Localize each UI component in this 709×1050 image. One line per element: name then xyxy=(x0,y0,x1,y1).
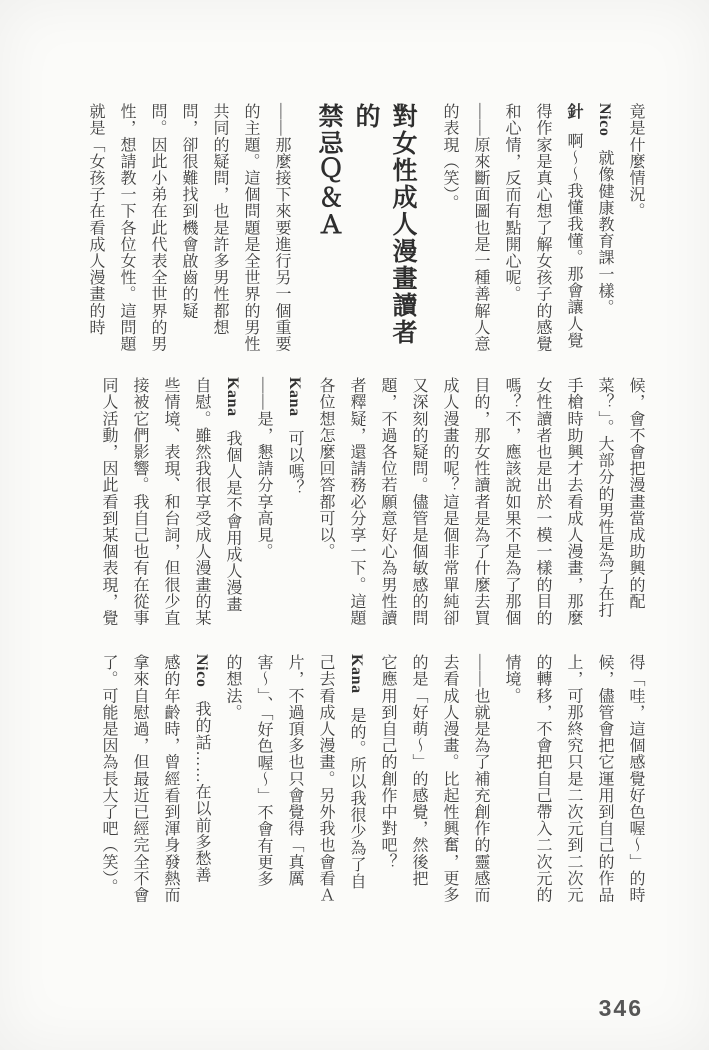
text-column: Kana我個人是不會用成人漫畫 xyxy=(224,377,241,613)
band-mid xyxy=(93,377,651,629)
text-column: 它應用到自己的創作中對吧？ xyxy=(379,654,396,870)
text-column: 女性讀者也是出於一模一樣的目的 xyxy=(534,377,551,626)
text-column: 得作家是真心想了解女孩子的感覺 xyxy=(534,103,551,352)
speaker-label: 針 xyxy=(565,103,582,120)
text-column: Nico我的話……在以前多愁善 xyxy=(193,654,210,884)
band-bot xyxy=(93,654,651,906)
text-column: 性，想請教一下各位女性。這問題 xyxy=(118,103,135,352)
page-number: 346 xyxy=(598,995,643,1021)
band-top xyxy=(80,103,651,355)
text-column: 了。可能是因為長大了吧（笑）。 xyxy=(100,654,117,895)
text-column: 菜？」。大部分的男性是為了在打 xyxy=(596,377,613,618)
text-column: 自慰。雖然我很享受成人漫畫的某 xyxy=(193,377,210,626)
text-column: 同人活動，因此看到某個表現，覺 xyxy=(100,377,117,626)
text-column: ——原來斷面圖也是一種善解人意 xyxy=(472,103,489,352)
text-column: ——那麼接下來要進行另一個重要 xyxy=(273,103,290,352)
text-column: 拿來自慰過，但最近已經完全不會 xyxy=(131,654,148,903)
text-column: 候，會不會把漫畫當成助興的配 xyxy=(627,377,644,610)
text-column: 己去看成人漫畫。另外我也會看Ａ xyxy=(317,654,334,903)
text-column: 候，儘管會把它運用到自己的作品 xyxy=(596,654,613,903)
text-column: 感的年齡時，曾經看到渾身發熱而 xyxy=(162,654,179,903)
speaker-label: Kana xyxy=(286,377,303,417)
text-column: 針啊～～我懂我懂。那會讓人覺 xyxy=(565,103,582,349)
text-column: 的是「好萌～」的感覺，然後把 xyxy=(410,654,427,887)
speaker-label: Kana xyxy=(224,377,241,417)
text-column: Kana可以嗎？ xyxy=(286,377,303,497)
text-column: 片，不過頂多也只會覺得「真厲 xyxy=(286,654,303,887)
text-column: 情境。 xyxy=(503,654,520,704)
text-column: 接被它們影響。我自己也有在從事 xyxy=(131,377,148,626)
text-column: Nico就像健康教育課一樣。 xyxy=(596,103,613,316)
text-column: 得「哇，這個感覺好色喔～」的時 xyxy=(627,654,644,903)
text-column: 的想法。 xyxy=(224,654,241,721)
section-heading-column: 對女性成人漫畫讀者的 xyxy=(352,103,417,346)
text-column: 竟是什麼情況。 xyxy=(627,103,644,220)
text-column: 共同的疑問，也是許多男性都想 xyxy=(211,103,228,336)
text-column: 成人漫畫的呢？這是個非常單純卻 xyxy=(441,377,458,626)
text-column: 些情境、表現、和台詞，但很少直 xyxy=(162,377,179,626)
text-column: 去看成人漫畫。比起性興奮，更多 xyxy=(441,654,458,903)
text-column: 問，卻很難找到機會啟齒的疑 xyxy=(180,103,197,319)
speaker-label: Nico xyxy=(193,654,210,688)
text-column: 者釋疑，還請務必分享一下。這題 xyxy=(348,377,365,626)
text-column: 和心情，反而有點開心呢。 xyxy=(503,103,520,303)
text-column: 害～」、「好色喔～」不會有更多 xyxy=(255,654,272,887)
text-column: 嗎？不，應該說如果不是為了那個 xyxy=(503,377,520,626)
text-column: 的表現（笑）。 xyxy=(441,103,458,212)
text-column: 問。因此小弟在此代表全世界的男 xyxy=(149,103,166,352)
text-column: 上，可那終究只是二次元到二次元 xyxy=(565,654,582,903)
text-column: 各位想怎麼回答都可以。 xyxy=(317,377,334,560)
section-heading-column: 禁忌Ｑ＆Ａ xyxy=(315,103,343,238)
text-column: 又深刻的疑問。儘管是個敏感的問 xyxy=(410,377,427,626)
text-column: 就是「女孩子在看成人漫畫的時 xyxy=(87,103,104,336)
text-column: 的主題。這個問題是全世界的男性 xyxy=(242,103,259,352)
text-column: 手槍時助興才去看成人漫畫，那麼 xyxy=(565,377,582,626)
text-column: ——也就是為了補充創作的靈感而 xyxy=(472,654,489,903)
text-column: ——是，懇請分享高見。 xyxy=(255,377,272,560)
speaker-label: Kana xyxy=(348,654,365,694)
text-column: 的轉移，不會把自己帶入二次元的 xyxy=(534,654,551,903)
speaker-label: Nico xyxy=(596,103,613,137)
text-column: 題，不過各位若願意好心為男性讀 xyxy=(379,377,396,626)
text-column: 目的，那女性讀者是為了什麼去買 xyxy=(472,377,489,626)
text-column: Kana是的。所以我很少為了自 xyxy=(348,654,365,890)
